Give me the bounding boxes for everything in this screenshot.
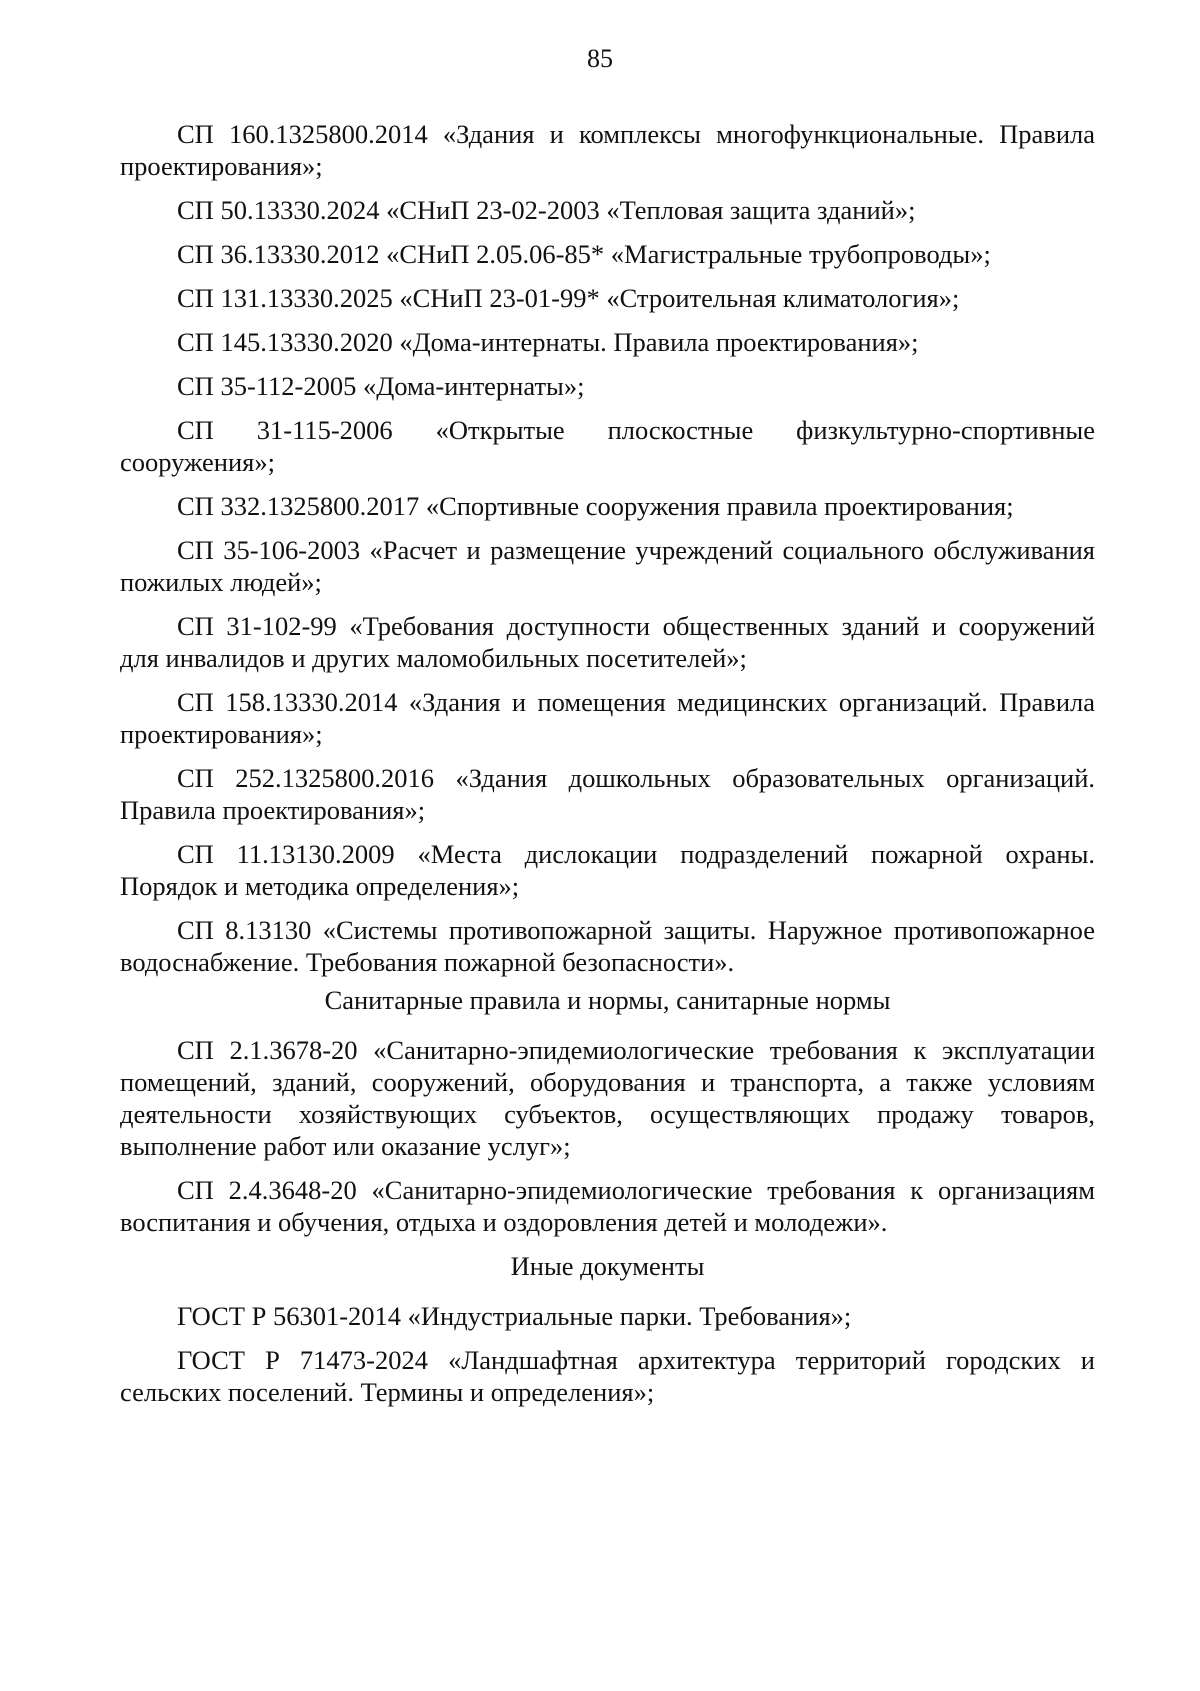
document-body <box>120 118 1095 1420</box>
list-item: СП 2.1.3678-20 «Санитарно-эпидемиологические требования к эксплуатации помещений, зданий, сооружений, оборудования и транспорта, а также условиям деятельности хозяйствующих субъектов, осуществляющих продажу товаров, выполнение работ или оказание услуг»; <box>120 1035 1095 1161</box>
list-item: ГОСТ Р 56301-2014 «Индустриальные парки. Требования»; <box>177 1301 852 1331</box>
list-item: СП 252.1325800.2016 «Здания дошкольных образовательных организаций. Правила проектирования»; <box>120 763 1095 825</box>
list-item: СП 158.13330.2014 «Здания и помещения медицинских организаций. Правила проектирования»; <box>120 687 1095 749</box>
list-item: СП 145.13330.2020 «Дома-интернаты. Правила проектирования»; <box>177 327 919 357</box>
list-item: СП 35-106-2003 «Расчет и размещение учреждений социального обслуживания пожилых людей»; <box>120 535 1095 597</box>
page-number: 85 <box>587 44 613 73</box>
list-item: ГОСТ Р 71473-2024 «Ландшафтная архитектура территорий городских и сельских поселений. Термины и определения»; <box>120 1345 1095 1407</box>
list-item: СП 332.1325800.2017 «Спортивные сооружения правила проектирования; <box>177 491 1014 521</box>
section-heading-other: Иные документы <box>510 1251 705 1281</box>
list-item: СП 31-115-2006 «Открытые плоскостные физкультурно-спортивные сооружения»; <box>120 415 1095 477</box>
list-item: СП 131.13330.2025 «СНиП 23-01-99* «Строительная климатология»; <box>177 283 960 313</box>
list-item: СП 11.13130.2009 «Места дислокации подразделений пожарной охраны. Порядок и методика определения»; <box>120 839 1095 901</box>
list-item: СП 31-102-99 «Требования доступности общественных зданий и сооружений для инвалидов и других маломобильных посетителей»; <box>120 611 1095 673</box>
section-heading-sanitary: Санитарные правила и нормы, санитарные нормы <box>324 985 891 1015</box>
list-item: СП 35-112-2005 «Дома-интернаты»; <box>177 371 585 401</box>
list-item: СП 2.4.3648-20 «Санитарно-эпидемиологические требования к организациям воспитания и обучения, отдыха и оздоровления детей и молодежи». <box>120 1175 1095 1237</box>
list-item: СП 50.13330.2024 «СНиП 23-02-2003 «Тепловая защита зданий»; <box>177 195 916 225</box>
list-item: СП 160.1325800.2014 «Здания и комплексы многофункциональные. Правила проектирования»; <box>120 119 1095 181</box>
list-item: СП 36.13330.2012 «СНиП 2.05.06-85* «Магистральные трубопроводы»; <box>177 239 991 269</box>
list-item: СП 8.13130 «Системы противопожарной защиты. Наружное противопожарное водоснабжение. Требования пожарной безопасности». <box>120 915 1095 977</box>
